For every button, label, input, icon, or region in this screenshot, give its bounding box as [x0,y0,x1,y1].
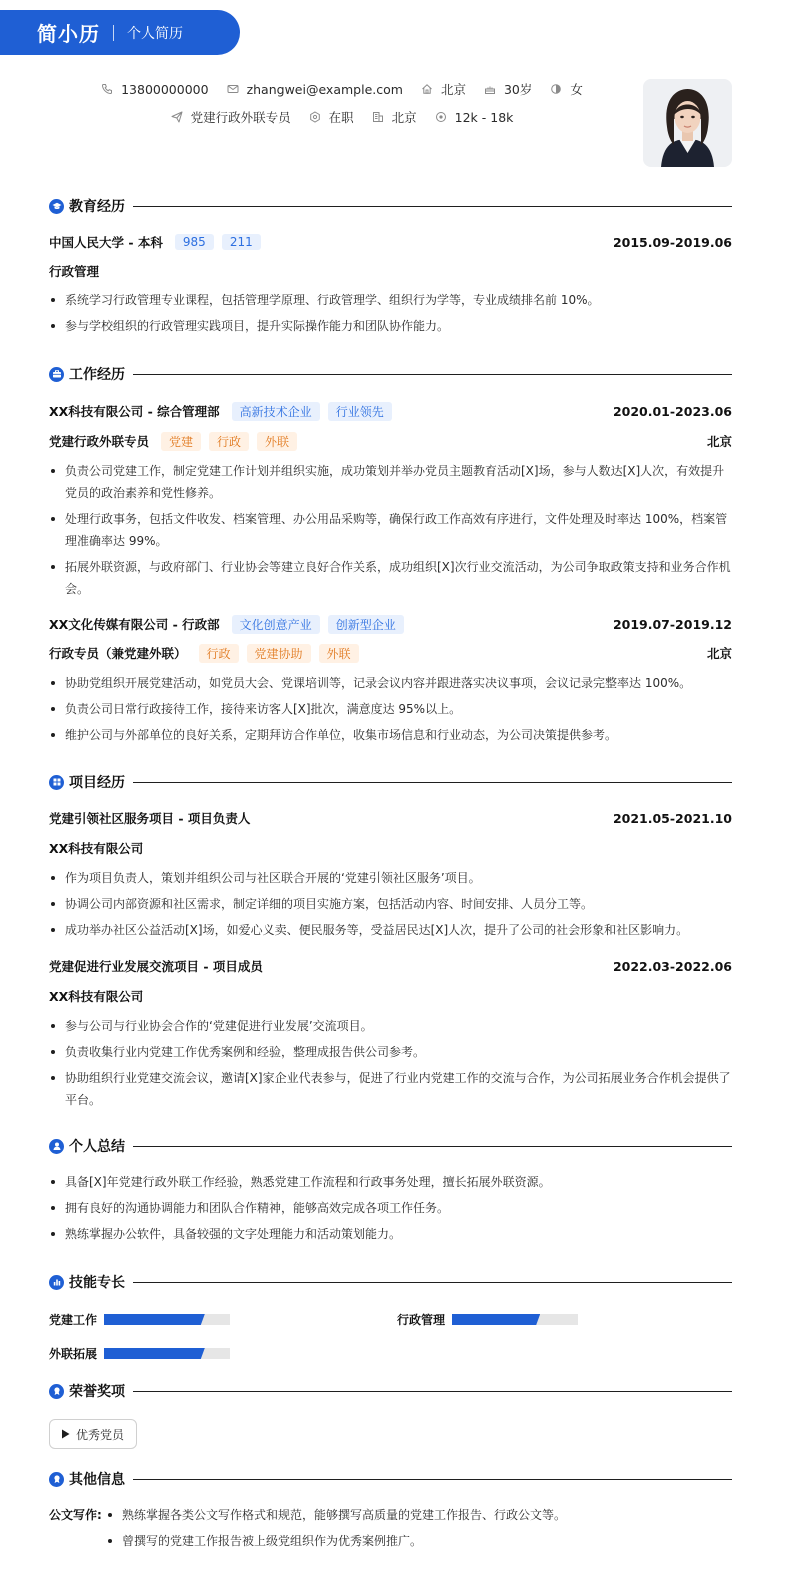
list-item: 协助党组织开展党建活动，如党员大会、党课培训等，记录会议内容并跟进落实决议事项，会议记录完整率达 100%。 [49,672,732,694]
gender-text: 女 [570,82,583,97]
section-divider [133,1146,732,1147]
gender-info [550,80,583,98]
play-triangle-icon [61,1429,70,1439]
project-org-row [49,838,732,858]
target-job-text: 党建行政外联专员 [190,110,291,125]
age-info [484,80,532,98]
education-major-row [49,261,732,281]
skill-item [49,1311,230,1328]
project-header [49,956,732,976]
company-name: XX科技有限公司 - 综合管理部 [49,404,220,419]
major: 行政管理 [49,264,100,279]
coin-icon [435,111,447,123]
section-divider [133,1479,732,1480]
list-item: 负责公司日常行政接待工作，接待来访客人[X]批次，满意度达 95%以上。 [49,698,732,720]
age-text: 30岁 [503,82,533,97]
project-bullets [49,867,732,945]
award-icon [49,1384,64,1399]
work-title-row [49,643,732,663]
target-job-info [171,108,291,126]
project-org-row [49,986,732,1006]
list-item: 具备[X]年党建行政外联工作经验，熟悉党建工作流程和行政事务处理，擅长拓展外联资源。 [49,1171,732,1193]
list-item: 参与学校组织的行政管理实践项目，提升实际操作能力和团队协作能力。 [49,315,732,337]
summary-bullets [49,1171,732,1249]
company-tag: 文化创意产业 [232,615,320,634]
section-heading: 其他信息 [69,1472,125,1488]
list-item: 维护公司与外部单位的良好关系，定期拜访合作单位，收集市场信息和行业动态，为公司决策提供参考。 [49,724,732,746]
gender-icon [550,83,562,95]
skill-bar-fill [104,1314,205,1325]
building-icon [372,111,384,123]
skill-item [49,1345,230,1362]
work-section-title [49,364,732,384]
summary-section-title [49,1136,732,1156]
other-label: 公文写作: [49,1508,102,1522]
other-section-title [49,1469,732,1489]
target-city-text: 北京 [391,110,417,125]
brand-divider [113,25,114,41]
list-item: 成功举办社区公益活动[X]场，如爱心义卖、便民服务等，受益居民达[X]人次，提升了公司的社会形象和社区影响力。 [49,919,732,941]
section-divider [133,782,732,783]
medal-icon [49,1472,64,1487]
honors-section-title [49,1381,732,1401]
work-bullets [49,672,732,750]
brand-banner [0,10,240,55]
briefcase-icon [49,367,64,382]
school-name: 中国人民大学 - 本科 [49,235,163,250]
other-bullets [106,1504,732,1556]
cake-icon [484,83,496,95]
school-tag: 985 [175,234,214,250]
list-item: 负责收集行业内党建工作优秀案例和经验，整理成报告供公司参考。 [49,1041,732,1063]
section-divider [133,374,732,375]
list-item: 熟练掌握办公软件，具备较强的文字处理能力和活动策划能力。 [49,1223,732,1245]
job-tag: 党建协助 [247,644,311,663]
job-title: 行政专员（兼党建外联） [49,646,187,661]
skill-name: 行政管理 [397,1313,446,1327]
phone-icon [101,83,113,95]
skill-name: 党建工作 [49,1313,98,1327]
work-dates: 2020.01-2023.06 [612,403,732,419]
job-tag: 党建 [161,432,201,451]
grid-icon [49,775,64,790]
work-location: 北京 [706,434,732,449]
brand-name: 简小历 [37,22,100,46]
education-dates: 2015.09-2019.06 [612,234,732,250]
section-heading: 项目经历 [69,775,125,791]
target-city-info [372,108,417,126]
school-tag: 211 [222,234,261,250]
section-heading: 个人总结 [69,1139,125,1155]
skill-bar-fill [104,1348,205,1359]
send-icon [171,111,183,123]
job-tag: 外联 [319,644,359,663]
work-company-row [49,614,732,634]
list-item: 处理行政事务，包括文件收发、档案管理、办公用品采购等，确保行政工作高效有序进行，文件处理及时率达 100%，档案管理准确率达 99%。 [49,508,732,552]
home-icon [421,83,433,95]
graduation-cap-icon [49,199,64,214]
section-heading: 工作经历 [69,367,125,383]
project-name: 党建促进行业发展交流项目 - 项目成员 [49,959,263,974]
project-org: XX科技有限公司 [49,841,144,856]
project-dates: 2022.03-2022.06 [612,958,732,974]
section-divider [133,206,732,207]
mail-icon [227,83,239,95]
skill-bar [452,1314,578,1325]
section-heading: 教育经历 [69,199,125,215]
projects-section-title [49,772,732,792]
brand-subtitle: 个人简历 [127,25,183,42]
email-info [227,82,403,97]
salary-info [435,110,514,125]
work-location: 北京 [706,646,732,661]
company-tag: 创新型企业 [328,615,404,634]
skill-bar-fill [452,1314,540,1325]
project-bullets [49,1015,732,1115]
list-item: 系统学习行政管理专业课程，包括管理学原理、行政管理学、组织行为学等，专业成绩排名前 10%。 [49,289,732,311]
skill-item [397,1311,578,1328]
email-text: zhangwei@example.com [246,81,403,97]
skills-section-title [49,1272,732,1292]
education-bullets [49,289,732,341]
status-text: 在职 [328,110,354,125]
honor-text: 优秀党员 [76,1427,125,1442]
company-name: XX文化传媒有限公司 - 行政部 [49,617,220,632]
phone-info [101,82,208,97]
city-info [421,80,466,98]
status-icon [309,111,321,123]
list-item: 协调公司内部资源和社区需求，制定详细的项目实施方案，包括活动内容、时间安排、人员分工等。 [49,893,732,915]
project-dates: 2021.05-2021.10 [612,810,732,826]
bar-chart-icon [49,1275,64,1290]
status-info [309,108,354,126]
company-tag: 行业领先 [328,402,392,421]
honor-chip [49,1419,137,1449]
project-name: 党建引领社区服务项目 - 项目负责人 [49,811,251,826]
company-tag: 高新技术企业 [232,402,320,421]
education-header [49,232,732,252]
list-item: 参与公司与行业协会合作的‘党建促进行业发展’交流项目。 [49,1015,732,1037]
education-section-title [49,196,732,216]
list-item: 拓展外联资源，与政府部门、行业协会等建立良好合作关系，成功组织[X]次行业交流活动，为公司争取政策支持和业务合作机会。 [49,556,732,600]
list-item: 曾撰写的党建工作报告被上级党组织作为优秀案例推广。 [106,1530,732,1552]
section-divider [133,1391,732,1392]
work-company-row [49,401,732,421]
work-dates: 2019.07-2019.12 [612,616,732,632]
city-text: 北京 [440,82,466,97]
job-tag: 外联 [257,432,297,451]
job-tag: 行政 [209,432,249,451]
project-header [49,808,732,828]
project-org: XX科技有限公司 [49,989,144,1004]
section-heading: 荣誉奖项 [69,1384,125,1400]
section-heading: 技能专长 [69,1275,125,1291]
salary-text: 12k - 18k [454,109,514,125]
work-bullets [49,460,732,604]
list-item: 负责公司党建工作，制定党建工作计划并组织实施，成功策划并举办党员主题教育活动[X]场，参与人数达[X]人次，有效提升党员的政治素养和党性修养。 [49,460,732,504]
work-title-row [49,431,732,451]
skill-bar [104,1314,230,1325]
user-icon [49,1139,64,1154]
skill-bar [104,1348,230,1359]
skill-name: 外联拓展 [49,1347,98,1361]
section-divider [133,1282,732,1283]
profile-photo [643,79,732,167]
job-tag: 行政 [199,644,239,663]
list-item: 作为项目负责人，策划并组织公司与社区联合开展的‘党建引领社区服务’项目。 [49,867,732,889]
list-item: 拥有良好的沟通协调能力和团队合作精神，能够高效完成各项工作任务。 [49,1197,732,1219]
phone-text: 13800000000 [121,81,209,97]
list-item: 熟练掌握各类公文写作格式和规范，能够撰写高质量的党建工作报告、行政公文等。 [106,1504,732,1526]
job-title: 党建行政外联专员 [49,434,150,449]
list-item: 协助组织行业党建交流会议，邀请[X]家企业代表参与，促进了行业内党建工作的交流与合作，为公司拓展业务合作机会提供了平台。 [49,1067,732,1111]
